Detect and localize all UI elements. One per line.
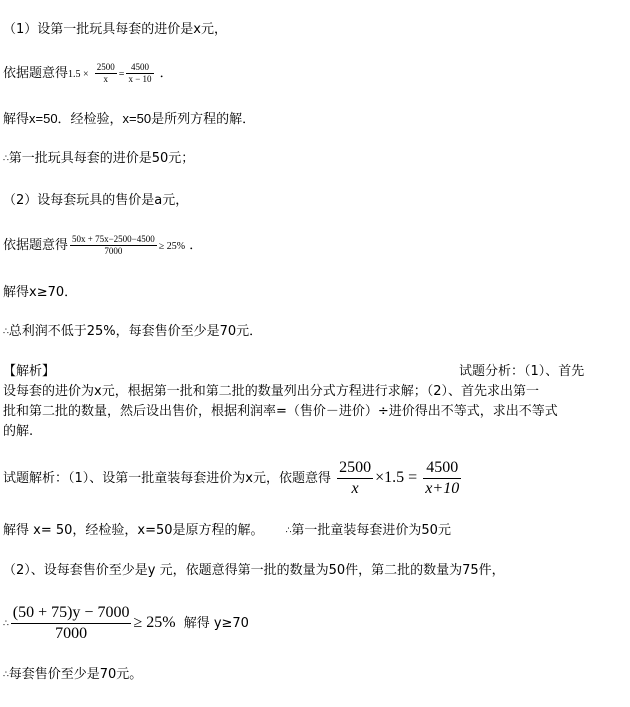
- analysis-line1: 试题分析：（1）、首先: [459, 364, 585, 379]
- fraction-numerator: (50 + 75)y − 7000: [11, 603, 132, 624]
- fraction-denominator: x: [351, 480, 359, 497]
- inequality-rhs: ≥ 25%: [133, 614, 176, 631]
- inequality-rhs: ≥ 25%: [158, 241, 186, 252]
- equals-sign: =: [118, 69, 125, 80]
- fraction-denominator: 7000: [55, 625, 88, 642]
- line-end-period: ．: [189, 238, 203, 253]
- fraction-denominator: x: [103, 74, 109, 84]
- fraction-4500-over-x-plus-10: [423, 458, 461, 499]
- therefore-symbol: ∴: [285, 526, 292, 536]
- fraction-numerator: 4500: [126, 62, 153, 74]
- solution-line1: [3, 458, 463, 499]
- solution-final: 每套售价至少是70元。: [8, 667, 143, 682]
- inequality-prefix: 依据题意得: [3, 238, 69, 253]
- part2-line3: 解得x≥70．: [3, 285, 78, 300]
- line-end-period: ．: [159, 66, 173, 81]
- solution-line5: [3, 666, 142, 684]
- part1-line4: [3, 150, 194, 168]
- analysis-line3: 批和第二批的数量，然后设出售价，根据利润率=（售价－进价）÷进价得出不等式，求出不等式: [3, 404, 558, 419]
- fraction-profit: [70, 234, 157, 257]
- fraction-denominator: 7000: [104, 246, 123, 256]
- fraction-numerator: 2500: [337, 458, 373, 479]
- therefore-symbol: ∴: [3, 619, 9, 629]
- solution-line3: （2）、设每套售价至少是y 元，依题意得第一批的数量为50件，第二批的数量为75件，: [3, 563, 505, 578]
- fraction-profit-inequality: [11, 603, 132, 644]
- therefore-symbol: ∴: [3, 154, 9, 164]
- fraction-numerator: 4500: [423, 458, 461, 479]
- solution-solve: 解得 x= 50，经检验，x=50是原方程的解。: [3, 523, 264, 538]
- fraction-4500-over-x-minus-10: [126, 62, 153, 85]
- fraction-denominator: x − 10: [128, 74, 152, 84]
- part2-line1: （2）设每套玩具的售价是a元，: [3, 193, 189, 208]
- equation-prefix: 依据题意得: [3, 66, 69, 81]
- multiply-equals: ×1.5 =: [375, 469, 418, 486]
- fraction-2500-over-x: [337, 458, 373, 499]
- fraction-numerator: 50x + 75x−2500−4500: [72, 234, 155, 244]
- part2-conclusion: 总利润不低于25%，每套售价至少是70元．: [8, 324, 263, 339]
- fraction-denominator: x+10: [425, 480, 460, 497]
- fraction-2500-over-x: [95, 62, 117, 85]
- part1-equation-line: [3, 62, 173, 85]
- solution-line4: [3, 603, 249, 644]
- therefore-symbol: ∴: [3, 327, 9, 337]
- coefficient: 1.5 ×: [68, 69, 89, 80]
- part2-line4: [3, 323, 262, 341]
- therefore-symbol: ∴: [3, 670, 9, 680]
- solution-line2: [3, 522, 451, 540]
- part1-line3: 解得x=50．经检验，x=50是所列方程的解．: [3, 111, 256, 126]
- analysis-heading: 【解析】: [3, 364, 56, 379]
- solution-solve2: 解得 y≥70: [183, 616, 249, 631]
- analysis-line4: 的解.: [3, 424, 34, 439]
- part1-line1: （1）设第一批玩具每套的进价是x元，: [3, 22, 227, 37]
- part1-conclusion: 第一批玩具每套的进价是50元；: [8, 151, 195, 166]
- analysis-line2: 设每套的进价为x元，根据第一批和第二批的数量列出分式方程进行求解；（2）、首先求出第一: [3, 384, 539, 399]
- fraction-numerator: 2500: [96, 62, 115, 72]
- solution-conclusion1: 第一批童装每套进价为50元: [291, 523, 451, 538]
- part2-inequality-line: [3, 234, 202, 257]
- solution-prefix: 试题解析：（1）、设第一批童装每套进价为x元，依题意得: [3, 471, 331, 486]
